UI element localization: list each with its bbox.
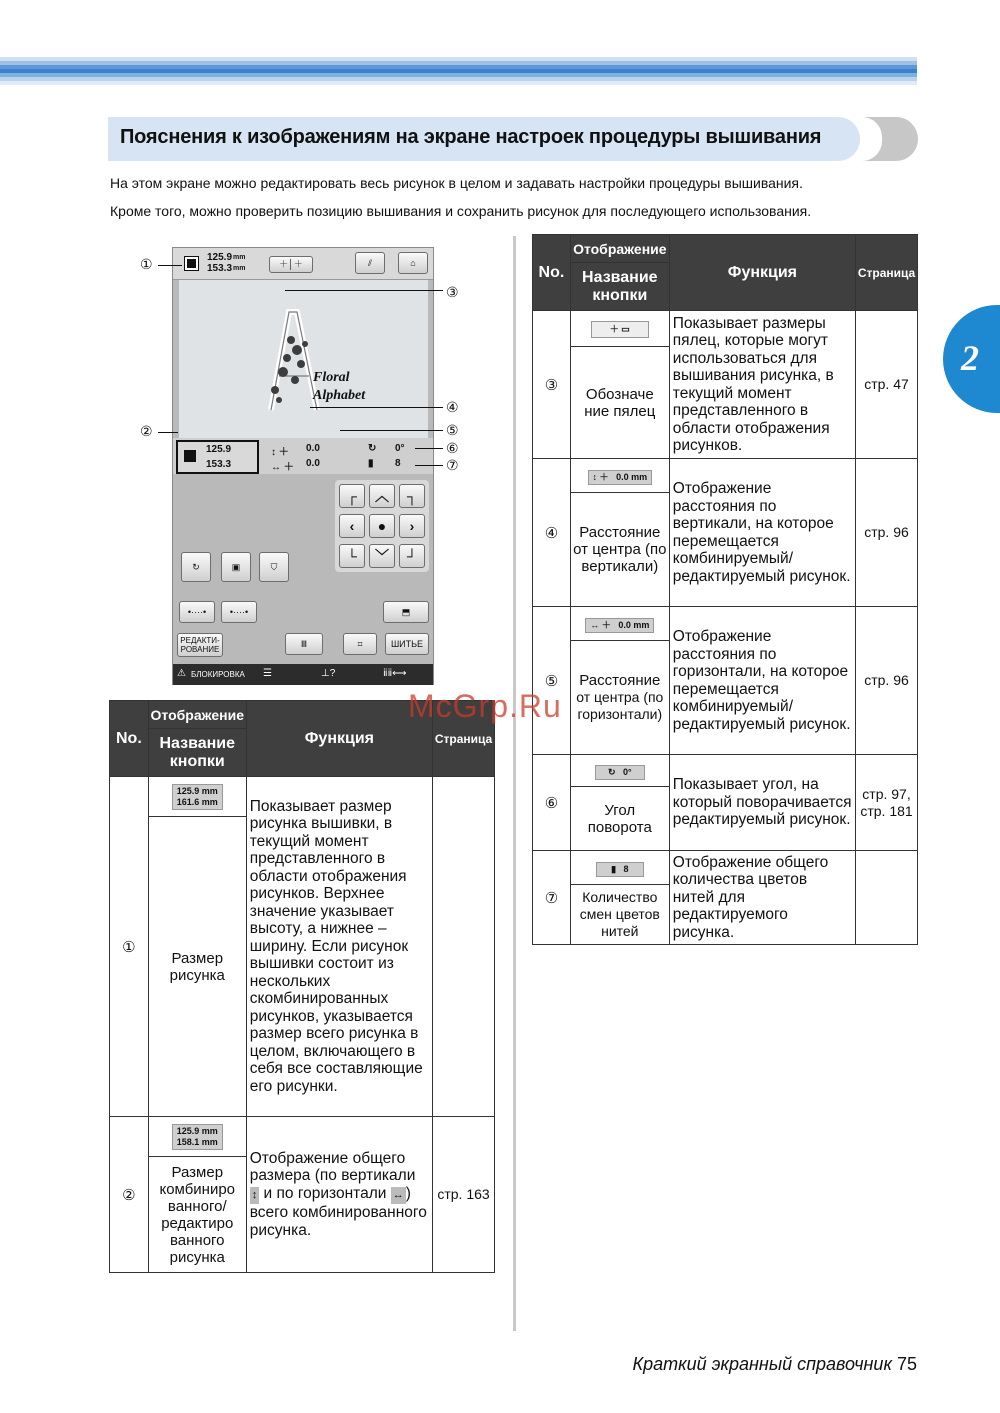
trial-button[interactable] xyxy=(221,552,251,582)
heading-decoration xyxy=(862,117,918,161)
rotate-icon: ↻ xyxy=(368,443,377,454)
color-count-value: 8 xyxy=(395,458,401,469)
stitch-line-icon: •····• xyxy=(187,606,207,617)
size-icon xyxy=(185,257,198,270)
footer-page-number: 75 xyxy=(896,1354,917,1374)
move-up-right-button[interactable]: ┐ xyxy=(399,484,425,508)
logo-line-2: Alphabet xyxy=(313,388,366,403)
display-cell xyxy=(570,311,669,347)
row-number: ① xyxy=(110,777,149,1117)
header-no: No. xyxy=(110,701,149,777)
section-heading-text: Пояснения к изображениям на экране настроек процедуры вышивания xyxy=(120,126,822,148)
button-name: Обозначе ние пялец xyxy=(570,347,669,459)
button-name: Количество смен цветов нитей xyxy=(570,885,669,945)
display-cell xyxy=(148,1117,246,1157)
sew-button[interactable]: ШИТЬЕ xyxy=(385,633,429,655)
section-heading xyxy=(108,117,860,161)
watermark: McGrp.Ru xyxy=(408,688,562,724)
callout-5: ⑤ xyxy=(446,422,459,438)
move-down-right-button[interactable]: ┘ xyxy=(399,544,425,568)
stitch-line-icon: •····• xyxy=(229,606,249,617)
horizontal-arrow-icon: ↔ xyxy=(391,1187,406,1205)
move-down-button[interactable]: ﹀ xyxy=(369,544,395,568)
callout-line xyxy=(158,432,178,433)
spool-icon: ▮ xyxy=(611,863,617,874)
row-number: ③ xyxy=(533,311,571,459)
size-display-chip: 125.9 mm 161.6 mm xyxy=(172,784,223,810)
header-button-name: Название кнопки xyxy=(148,729,246,777)
move-right-button[interactable]: › xyxy=(399,514,425,538)
embroidery-icon: ⫽ xyxy=(367,257,372,268)
logo-line-1: Floral xyxy=(313,370,350,385)
page-ref xyxy=(433,777,495,1117)
callout-2: ② xyxy=(140,423,153,439)
frame-icon: ▣ xyxy=(231,561,241,572)
screen-readout-bar xyxy=(173,438,433,474)
header-page: Страница xyxy=(856,235,918,311)
display-cell xyxy=(148,777,246,817)
embroidery-frame-button[interactable] xyxy=(285,633,323,655)
edit-button[interactable]: РЕДАКТИ- РОВАНИЕ xyxy=(177,633,223,657)
save-icon: ⬒ xyxy=(401,606,411,617)
rotate-button[interactable] xyxy=(181,552,211,582)
callout-1: ① xyxy=(140,256,153,272)
function-text: Отображение общего количества цветов нитей для редактируемого рисунка. xyxy=(669,851,855,945)
header-display: Отображение xyxy=(148,701,246,729)
callout-6: ⑥ xyxy=(446,440,459,456)
header-display: Отображение xyxy=(570,235,669,263)
page-ref: стр. 163 xyxy=(433,1117,495,1273)
basting-button[interactable] xyxy=(179,601,215,623)
button-name: Расстояние от центра (по вертикали) xyxy=(570,493,669,607)
memory-button[interactable] xyxy=(383,601,429,623)
size-display-chip: 125.9 mm 158.1 mm xyxy=(172,1124,223,1150)
header-stripes xyxy=(0,57,917,85)
combo-size-box xyxy=(176,440,259,474)
callout-4: ④ xyxy=(446,399,459,415)
callout-line xyxy=(340,430,443,431)
screen-bottom-bar xyxy=(173,664,433,685)
help-icon[interactable]: ⊥? xyxy=(321,668,336,679)
rotate-icon: ↻ xyxy=(192,561,200,572)
center-button[interactable]: ● xyxy=(369,514,395,538)
callout-line xyxy=(285,290,443,291)
warning-icon: ⚠ xyxy=(177,668,186,679)
page-ref: стр. 96 xyxy=(856,459,918,607)
horizontal-arrow-icon: ↔ ＋ xyxy=(590,619,611,630)
hoop-indicator-button[interactable] xyxy=(269,256,313,273)
page-ref: стр. 97, стр. 181 xyxy=(856,755,918,851)
layout-button[interactable] xyxy=(343,633,377,655)
footer-title: Краткий экранный справочник xyxy=(632,1354,892,1374)
angle-chip: ↻ 0° xyxy=(595,765,645,780)
display-cell xyxy=(570,755,669,787)
thread-icon[interactable]: ⅱⅱ⟷ xyxy=(383,668,407,679)
outline-button[interactable] xyxy=(221,601,257,623)
home-icon: ⌂ xyxy=(410,257,416,268)
horizontal-offset-chip: ↔ ＋ 0.0 mm xyxy=(585,618,654,633)
list-icon[interactable]: ☰ xyxy=(263,668,272,679)
shield-button[interactable] xyxy=(259,552,289,582)
size-icon xyxy=(184,450,196,462)
angle-value: 0° xyxy=(395,443,405,454)
move-left-button[interactable]: ‹ xyxy=(339,514,365,538)
needle-icon: Ⅲ xyxy=(300,638,308,649)
button-name: Угол поворота xyxy=(570,787,669,851)
callout-line xyxy=(415,448,443,449)
horizontal-offset-value: 0.0 xyxy=(306,458,320,469)
dpad xyxy=(335,480,429,572)
move-up-left-button[interactable]: ┌ xyxy=(339,484,365,508)
function-text: Показывает размеры пялец, которые могут использоваться для вышивания рисунка, в текущий момент представленного в области отображения рисунков. xyxy=(669,311,855,459)
callout-line xyxy=(415,465,443,466)
screen-top-bar: 125.9 mm 153.3 mm ＋│＋ ⫽ ⌂ xyxy=(173,248,433,280)
row-number: ⑦ xyxy=(533,851,571,945)
intro-line-2: Кроме того, можно проверить позицию вышивания и сохранить рисунок для последующего использования. xyxy=(110,203,812,219)
function-text: Показывает размер рисунка вышивки, в текущий момент представленного в области отображения рисунков. Верхнее значение указывает высоту, а нижнее – ширину. Если рисунок вышивки состоит из нескольких скомбинированных рисунков, указывается размер всего рисунка в целом, включающего в себя все составляющие его рисунки. xyxy=(246,777,432,1117)
row-number: ⑤ xyxy=(533,607,571,755)
combo-height-value: 125.9 xyxy=(206,444,232,455)
vertical-arrow-icon: ↕ ＋ xyxy=(271,447,289,458)
display-cell xyxy=(570,459,669,493)
chapter-tab xyxy=(943,305,1000,413)
header-function: Функция xyxy=(669,235,855,311)
chapter-number: 2 xyxy=(961,338,979,378)
top-height-value: 125.9 xyxy=(207,252,233,263)
page-footer xyxy=(633,1354,918,1375)
display-cell xyxy=(570,851,669,885)
button-name: Размер комбиниро ванного/ редактиро ванного рисунка xyxy=(148,1157,246,1273)
column-divider xyxy=(513,236,516,1331)
frame-icon: ⌗ xyxy=(357,638,363,649)
right-info-table xyxy=(532,234,918,945)
page-ref xyxy=(856,851,918,945)
move-down-left-button[interactable]: └ xyxy=(339,544,365,568)
function-text: Отображение расстояния по горизонтали, на которое перемещается комбинируемый/ редактируемый рисунок. xyxy=(669,607,855,755)
page-ref: стр. 96 xyxy=(856,607,918,755)
function-text: Отображение общего размера (по вертикали ↕ и по горизонтали ↔ ) всего комбинированного рисунка. xyxy=(246,1117,432,1273)
horizontal-arrow-icon: ↔ ＋ xyxy=(271,462,294,473)
callout-3: ③ xyxy=(446,284,459,300)
vertical-arrow-icon: ↕ ＋ xyxy=(592,471,609,482)
floral-letter-icon xyxy=(179,280,428,440)
settings-screen-illustration xyxy=(172,247,434,685)
rotate-icon: ↻ xyxy=(607,766,616,777)
header-page: Страница xyxy=(433,701,495,777)
function-text: Отображение расстояния по вертикали, на которое перемещается комбинируемый/ редактируемый рисунок. xyxy=(669,459,855,607)
combo-width-value: 153.3 xyxy=(206,459,232,470)
shield-icon: ⛉ xyxy=(270,561,278,572)
move-up-button[interactable]: ︿ xyxy=(369,484,395,508)
callout-line xyxy=(310,407,443,408)
header-button-name: Название кнопки xyxy=(570,263,669,311)
vertical-offset-chip: ↕ ＋ 0.0 mm xyxy=(588,470,653,485)
header-function: Функция xyxy=(246,701,432,777)
hoop-icon: ＋│＋ xyxy=(279,259,303,269)
row-number: ⑥ xyxy=(533,755,571,851)
home-button[interactable] xyxy=(398,252,428,274)
vertical-offset-value: 0.0 xyxy=(306,443,320,454)
intro-line-1: На этом экране можно редактировать весь рисунок в целом и задавать настройки процедуры вышивания. xyxy=(110,175,803,191)
left-info-table xyxy=(109,700,495,1273)
row-number: ④ xyxy=(533,459,571,607)
display-cell xyxy=(570,607,669,641)
top-width-value: 153.3 xyxy=(207,263,233,274)
color-count-chip: ▮ 8 xyxy=(596,862,643,877)
button-name: Расстояние от центра (по горизонтали) xyxy=(570,641,669,755)
callout-line xyxy=(158,265,182,266)
hoop-icon: ＋ ▭ xyxy=(591,321,649,338)
lock-button[interactable]: БЛОКИРОВКА xyxy=(191,670,245,679)
header-no: No. xyxy=(533,235,571,311)
pattern-display-area xyxy=(179,280,428,440)
row-number: ② xyxy=(110,1117,149,1273)
vertical-arrow-icon: ↕ xyxy=(250,1187,260,1205)
function-text: Показывает угол, на который поворачивается редактируемый рисунок. xyxy=(669,755,855,851)
embroidery-mode-button[interactable] xyxy=(355,252,385,274)
callout-7: ⑦ xyxy=(446,457,459,473)
spool-icon: ▮ xyxy=(368,458,374,469)
button-name: Размер рисунка xyxy=(148,817,246,1117)
page-ref: стр. 47 xyxy=(856,311,918,459)
